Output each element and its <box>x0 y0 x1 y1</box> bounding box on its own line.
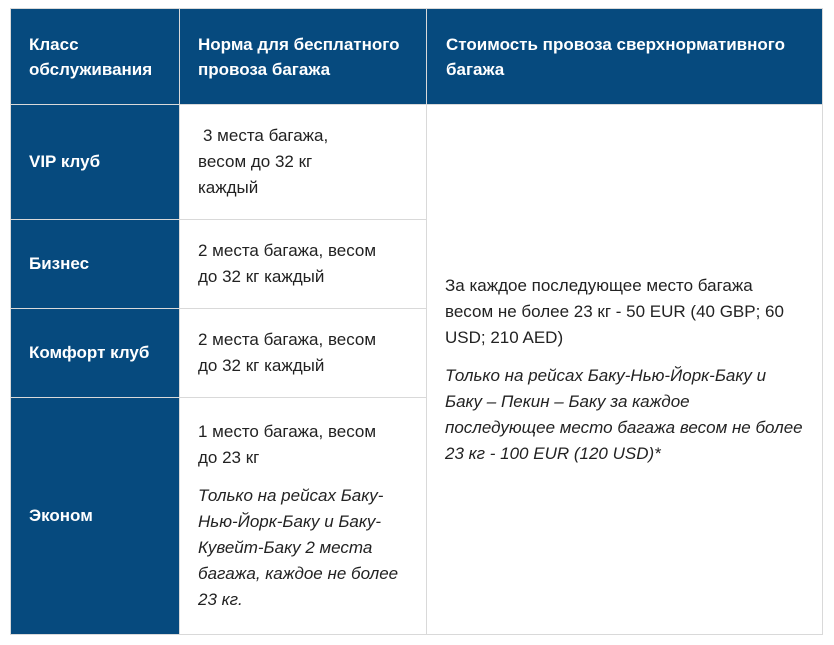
norm-cell-business <box>180 220 427 309</box>
excess-cost-main: За каждое последующее место багажа весом не более 23 кг - 50 EUR (40 GBP; 60 USD; 210 AED) <box>445 275 784 347</box>
norm-line: 2 места багажа, весом <box>198 330 377 349</box>
excess-cost-cell <box>427 105 823 635</box>
header-service-class: Класс обслуживания <box>11 9 180 105</box>
norm-line: 2 места багажа, весом <box>198 241 377 260</box>
norm-line: до 32 кг каждый <box>198 267 325 286</box>
baggage-table-container <box>10 8 822 635</box>
norm-line: каждый <box>198 178 259 197</box>
norm-line: весом до 32 кг <box>198 152 313 171</box>
table-row-vip <box>11 105 823 220</box>
norm-cell-vip <box>180 105 427 220</box>
norm-cell-economy <box>180 398 427 635</box>
header-excess-cost: Стоимость провоза сверхнормативного багажа <box>427 9 823 105</box>
class-cell-business: Бизнес <box>11 220 180 309</box>
baggage-allowance-table <box>10 8 823 635</box>
norm-line: до 32 кг каждый <box>198 356 325 375</box>
class-cell-economy: Эконом <box>11 398 180 635</box>
class-cell-comfort: Комфорт клуб <box>11 309 180 398</box>
table-header-row <box>11 9 823 105</box>
norm-line: 3 места багажа, <box>203 126 329 145</box>
economy-note: Только на рейсах Баку-Нью-Йорк-Баку и Баку-Кувейт-Баку 2 места багажа, каждое не более 23 кг. <box>198 486 399 609</box>
excess-cost-note: Только на рейсах Баку-Нью-Йорк-Баку и Баку – Пекин – Баку за каждое последующее место багажа весом не более 23 кг - 100 EUR (120 USD)* <box>445 365 803 463</box>
header-free-allowance: Норма для бесплатного провоза багажа <box>180 9 427 105</box>
norm-line: до 23 кг <box>198 448 260 467</box>
norm-cell-comfort <box>180 309 427 398</box>
norm-line: 1 место багажа, весом <box>198 422 377 441</box>
class-cell-vip: VIP клуб <box>11 105 180 220</box>
